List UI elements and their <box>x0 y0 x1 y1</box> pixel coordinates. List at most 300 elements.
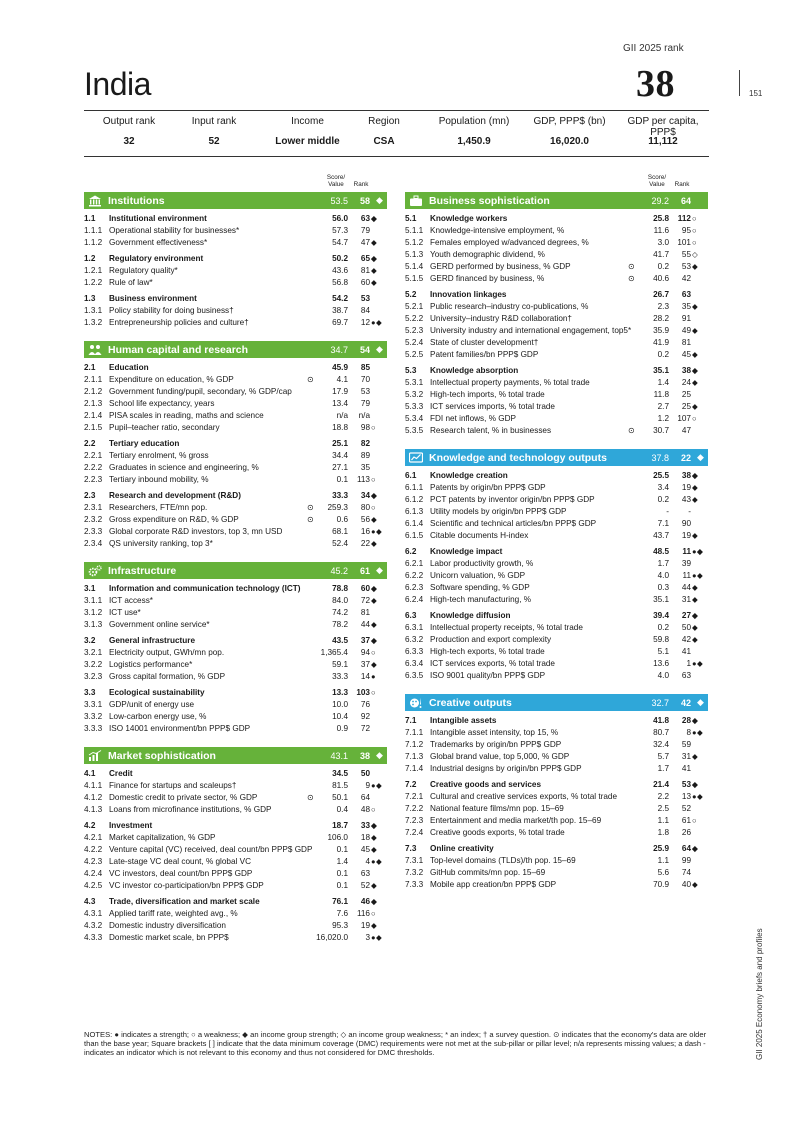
row-code: 4.1 <box>84 769 96 778</box>
pillar-rank: 42 <box>680 698 691 708</box>
row-score: 59.1 <box>332 660 348 669</box>
row-marker: ◆ <box>692 350 699 359</box>
pillar-rank: 38 <box>359 751 370 761</box>
row-score: 0.2 <box>657 262 669 271</box>
row-code: 6.2.1 <box>405 559 424 568</box>
row-rank: 38 <box>681 471 691 480</box>
row-score: 25.5 <box>653 471 669 480</box>
summary-value: 1,450.9 <box>457 136 491 147</box>
summary-item <box>424 116 524 147</box>
row-code: 3.2 <box>84 636 96 645</box>
subpillar-row <box>84 362 387 374</box>
row-score: 28.2 <box>653 314 669 323</box>
row-rank: 112 <box>677 214 691 223</box>
row-code: 6.1.1 <box>405 483 424 492</box>
subpillar-row <box>84 438 387 450</box>
pillar-rank: 61 <box>359 566 370 576</box>
row-rank: 64 <box>360 793 370 802</box>
row-marker: ◆ <box>692 378 699 387</box>
row-label: Top-level domains (TLDs)/th pop. 15–69 <box>430 856 576 865</box>
row-code: 6.3 <box>405 611 417 620</box>
row-code: 6.1.3 <box>405 507 424 516</box>
row-score: 70.9 <box>653 880 669 889</box>
row-rank: 34 <box>360 491 370 500</box>
summary-label: GDP, PPP$ (bn) <box>533 116 606 127</box>
row-label: Knowledge impact <box>430 547 503 556</box>
indicator-row <box>84 780 387 792</box>
row-label: Graduates in science and engineering, % <box>109 463 259 472</box>
indicator-row <box>84 619 387 631</box>
row-score: 0.6 <box>336 515 348 524</box>
row-rank: 42 <box>681 274 691 283</box>
pillar-header <box>405 192 708 209</box>
row-marker: ● <box>371 672 377 681</box>
row-score: n/a <box>336 411 348 420</box>
row-score: 95.3 <box>332 921 348 930</box>
row-score: 1.7 <box>657 559 669 568</box>
row-code: 4.2.1 <box>84 833 103 842</box>
subpillar-row <box>84 293 387 305</box>
creative-icon <box>409 696 423 708</box>
row-label: University–industry R&D collaboration† <box>430 314 572 323</box>
row-code: 4.3.2 <box>84 921 103 930</box>
row-code: 2.1.5 <box>84 423 103 432</box>
row-label: Global brand value, top 5,000, % GDP <box>430 752 570 761</box>
row-code: 5.1.4 <box>405 262 424 271</box>
summary-value: 16,020.0 <box>550 136 589 147</box>
row-rank: 59 <box>681 740 691 749</box>
pillar-header <box>84 192 387 209</box>
row-score: 2.7 <box>657 402 669 411</box>
pillar-score: 29.2 <box>651 196 669 206</box>
row-code: 3.1 <box>84 584 96 593</box>
market-chart-icon <box>88 749 102 761</box>
row-score: 1,365.4 <box>320 648 348 657</box>
indicator-row <box>405 558 708 570</box>
row-code: 5.3.3 <box>405 402 424 411</box>
row-rank: 44 <box>360 620 370 629</box>
row-code: 7.2.4 <box>405 828 424 837</box>
row-rank: 44 <box>681 583 691 592</box>
row-marker: ◆ <box>371 833 378 842</box>
row-marker: ◇ <box>692 250 699 259</box>
gii-rank-label: GII 2025 rank <box>623 43 684 54</box>
summary-value: 11,112 <box>648 136 678 147</box>
row-label: Researchers, FTE/mn pop. <box>109 503 208 512</box>
row-marker: ◆ <box>692 595 699 604</box>
row-rank: 53 <box>681 262 691 271</box>
row-marker: ●◆ <box>692 571 704 580</box>
row-rank: 31 <box>681 752 691 761</box>
row-rank: 95 <box>681 226 691 235</box>
row-score: 0.1 <box>336 869 348 878</box>
row-rank: 35 <box>360 463 370 472</box>
summary-item <box>522 116 617 147</box>
row-rank: 50 <box>681 623 691 632</box>
row-label: Knowledge diffusion <box>430 611 511 620</box>
row-score: 41.9 <box>653 338 669 347</box>
row-code: 6.3.3 <box>405 647 424 656</box>
row-rank: 94 <box>360 648 370 657</box>
indicator-row <box>84 671 387 683</box>
row-rank: 55 <box>681 250 691 259</box>
row-code: 3.3.3 <box>84 724 103 733</box>
pillar-title: Knowledge and technology outputs <box>429 452 607 464</box>
row-rank: 48 <box>360 805 370 814</box>
indicator-row <box>405 622 708 634</box>
row-rank: 19 <box>681 531 691 540</box>
row-code: 2.1.3 <box>84 399 103 408</box>
row-code: 5.3.5 <box>405 426 424 435</box>
summary-item <box>616 116 710 147</box>
pillar-score: 43.1 <box>330 751 348 761</box>
pillar-rank: 64 <box>680 196 691 206</box>
row-label: Entrepreneurship policies and culture† <box>109 318 249 327</box>
row-score: 106.0 <box>327 833 348 842</box>
indicator-row <box>405 337 708 349</box>
row-rank: 60 <box>360 278 370 287</box>
row-rank: 61 <box>681 816 691 825</box>
row-code: 5.1.3 <box>405 250 424 259</box>
row-code: 1.2.1 <box>84 266 103 275</box>
row-rank: 116 <box>356 909 370 918</box>
row-score: 43.5 <box>332 636 348 645</box>
row-code: 5.2.2 <box>405 314 424 323</box>
row-code: 5.3.2 <box>405 390 424 399</box>
row-score: 1.1 <box>657 816 669 825</box>
pillar-header <box>405 694 708 711</box>
row-rank: 89 <box>360 451 370 460</box>
row-label: National feature films/mn pop. 15–69 <box>430 804 564 813</box>
summary-item <box>349 116 419 147</box>
row-code: 4.3 <box>84 897 96 906</box>
row-score: 4.0 <box>657 671 669 680</box>
row-label: Institutional environment <box>109 214 207 223</box>
row-label: Software spending, % GDP <box>430 583 530 592</box>
row-code: 1.2.2 <box>84 278 103 287</box>
pillar-header <box>405 449 708 466</box>
row-marker: ○ <box>371 688 377 697</box>
indicator-row <box>405 815 708 827</box>
row-code: 3.2.2 <box>84 660 103 669</box>
row-rank: 52 <box>681 804 691 813</box>
row-label: Pupil–teacher ratio, secondary <box>109 423 220 432</box>
row-label: QS university ranking, top 3* <box>109 539 213 548</box>
row-score: 13.3 <box>332 688 348 697</box>
row-rank: 99 <box>681 856 691 865</box>
row-rank: 80 <box>360 503 370 512</box>
indicator-row <box>405 249 708 261</box>
indicator-row <box>84 711 387 723</box>
row-rank: 1 <box>686 659 691 668</box>
row-score: 81.5 <box>332 781 348 790</box>
row-label: Domestic market scale, bn PPP$ <box>109 933 229 942</box>
row-marker: ●◆ <box>371 933 383 942</box>
row-label: Scientific and technical articles/bn PPP$ GDP <box>430 519 597 528</box>
row-label: GERD financed by business, % <box>430 274 545 283</box>
pillar-marker: ◆ <box>376 344 383 354</box>
row-code: 7.1.1 <box>405 728 424 737</box>
country-title: India <box>84 66 151 102</box>
indicator-row <box>84 237 387 249</box>
row-rank: 76 <box>360 700 370 709</box>
row-label: Industrial designs by origin/bn PPP$ GDP <box>430 764 582 773</box>
briefcase-icon <box>409 194 423 206</box>
row-marker: ◆ <box>692 880 699 889</box>
row-label: Finance for startups and scaleups† <box>109 781 237 790</box>
row-code: 1.1 <box>84 214 96 223</box>
row-label: Domestic credit to private sector, % GDP <box>109 793 258 802</box>
row-marker: ◆ <box>371 238 378 247</box>
row-code: 6.3.5 <box>405 671 424 680</box>
row-marker: ◆ <box>692 844 699 853</box>
row-rank: 103 <box>356 688 370 697</box>
indicator-row <box>84 277 387 289</box>
row-code: 7.2.3 <box>405 816 424 825</box>
row-marker: ◆ <box>371 660 378 669</box>
summary-item <box>260 116 355 147</box>
row-code: 6.1.2 <box>405 495 424 504</box>
indicator-row <box>405 506 708 518</box>
row-label: ISO 14001 environment/bn PPP$ GDP <box>109 724 251 733</box>
row-marker: ○ <box>692 214 698 223</box>
row-label: Late-stage VC deal count, % global VC <box>109 857 252 866</box>
row-label: Global corporate R&D investors, top 3, mn USD <box>109 527 283 536</box>
row-marker: ◆ <box>371 897 378 906</box>
row-label: Tertiary inbound mobility, % <box>109 475 209 484</box>
row-score: 45.9 <box>332 363 348 372</box>
row-code: 3.3.1 <box>84 700 103 709</box>
row-label: University industry and international engagement, top5* <box>430 326 632 335</box>
row-label: GDP/unit of energy use <box>109 700 195 709</box>
row-rank: 31 <box>681 595 691 604</box>
pillar-rank: 58 <box>359 196 370 206</box>
row-marker: ●◆ <box>692 547 704 556</box>
row-code: 5.1.2 <box>405 238 424 247</box>
row-score: 50.2 <box>332 254 348 263</box>
row-score: 25.8 <box>653 214 669 223</box>
row-label: Cultural and creative services exports, % total trade <box>430 792 618 801</box>
row-label: Research and development (R&D) <box>109 491 241 500</box>
row-label: Knowledge-intensive employment, % <box>430 226 565 235</box>
indicator-row <box>84 868 387 880</box>
row-score: 41.8 <box>653 716 669 725</box>
row-marker: ◆ <box>692 623 699 632</box>
row-marker: ◆ <box>692 402 699 411</box>
row-rank: 49 <box>681 326 691 335</box>
indicator-row <box>405 582 708 594</box>
row-code: 2.2.2 <box>84 463 103 472</box>
row-marker: ◆ <box>692 262 699 271</box>
subpillar-row <box>84 213 387 225</box>
row-label: State of cluster development† <box>430 338 539 347</box>
row-label: Research talent, % in businesses <box>430 426 552 435</box>
row-code: 7.3.2 <box>405 868 424 877</box>
row-code: 6.1 <box>405 471 417 480</box>
indicator-row <box>405 325 708 337</box>
row-label: Knowledge workers <box>430 214 508 223</box>
row-code: 5.3.1 <box>405 378 424 387</box>
indicator-row <box>405 855 708 867</box>
row-rank: 46 <box>360 897 370 906</box>
row-score: 35.1 <box>653 595 669 604</box>
summary-value: Lower middle <box>275 136 340 147</box>
indicator-row <box>405 482 708 494</box>
row-label: PISA scales in reading, maths and science <box>109 411 264 420</box>
row-score: 34.5 <box>332 769 348 778</box>
row-marker: ◆ <box>371 620 378 629</box>
row-score: 21.4 <box>653 780 669 789</box>
row-score: 0.1 <box>336 845 348 854</box>
row-code: 2.3.2 <box>84 515 103 524</box>
row-label: Expenditure on education, % GDP <box>109 375 234 384</box>
page-number: 151 <box>749 89 763 98</box>
indicator-row <box>84 317 387 329</box>
row-score: 259.3 <box>327 503 348 512</box>
row-code: 4.3.3 <box>84 933 103 942</box>
row-code: 7.1.3 <box>405 752 424 761</box>
subpillar-row <box>405 715 708 727</box>
row-label: Government online service* <box>109 620 210 629</box>
right-column-header <box>405 170 708 192</box>
row-rank: 12 <box>360 318 370 327</box>
row-label: Domestic industry diversification <box>109 921 226 930</box>
pillar-gap <box>405 437 708 449</box>
subpillar-row <box>84 768 387 780</box>
row-label: Utility models by origin/bn PPP$ GDP <box>430 507 567 516</box>
indicator-row <box>84 832 387 844</box>
row-rank: 3 <box>365 933 370 942</box>
row-marker: ◆ <box>692 611 699 620</box>
row-score: 35.1 <box>653 366 669 375</box>
row-label: Ecological sustainability <box>109 688 205 697</box>
row-score: 1.4 <box>657 378 669 387</box>
row-code: 2.1.2 <box>84 387 103 396</box>
row-rank: - <box>688 507 691 516</box>
row-label: Loans from microfinance institutions, % GDP <box>109 805 272 814</box>
row-rank: 37 <box>360 636 370 645</box>
row-score: 13.6 <box>653 659 669 668</box>
row-label: Knowledge absorption <box>430 366 519 375</box>
row-code: 2.2 <box>84 439 96 448</box>
row-score: 1.7 <box>657 764 669 773</box>
row-score: 0.4 <box>336 805 348 814</box>
row-score: 7.6 <box>336 909 348 918</box>
row-code: 7.1.4 <box>405 764 424 773</box>
row-rank: 60 <box>360 584 370 593</box>
knowledge-icon <box>409 451 423 463</box>
row-rank: 40 <box>681 880 691 889</box>
row-rank: 28 <box>681 716 691 725</box>
row-code: 2.3.3 <box>84 527 103 536</box>
row-rank: 50 <box>360 769 370 778</box>
indicator-row <box>84 659 387 671</box>
subpillar-row <box>84 820 387 832</box>
row-score: 27.1 <box>332 463 348 472</box>
indicator-row <box>405 261 708 273</box>
row-label: Regulatory quality* <box>109 266 178 275</box>
row-label: GitHub commits/mn pop. 15–69 <box>430 868 546 877</box>
row-code: 5.1 <box>405 214 417 223</box>
row-marker: ○ <box>371 909 377 918</box>
old-data-icon: ⊙ <box>307 503 314 512</box>
row-code: 5.2.5 <box>405 350 424 359</box>
indicator-row <box>405 494 708 506</box>
row-code: 2.2.1 <box>84 451 103 460</box>
row-score: 32.4 <box>653 740 669 749</box>
row-score: 2.3 <box>657 302 669 311</box>
row-rank: 42 <box>681 635 691 644</box>
row-score: 38.7 <box>332 306 348 315</box>
pillar-marker: ◆ <box>376 565 383 575</box>
row-code: 7.1.2 <box>405 740 424 749</box>
row-label: Public research–industry co-publications, % <box>430 302 589 311</box>
people-icon <box>88 343 102 355</box>
pillar-title: Business sophistication <box>429 195 550 207</box>
row-score: 33.3 <box>332 672 348 681</box>
row-score: 10.0 <box>332 700 348 709</box>
row-rank: 25 <box>681 402 691 411</box>
row-score: 80.7 <box>653 728 669 737</box>
row-score: 48.5 <box>653 547 669 556</box>
summary-label: Region <box>368 116 400 127</box>
right-column-body <box>405 192 708 891</box>
old-data-icon: ⊙ <box>307 793 314 802</box>
row-code: 5.1.1 <box>405 226 424 235</box>
row-marker: ◆ <box>692 483 699 492</box>
indicator-row <box>405 646 708 658</box>
row-score: 74.2 <box>332 608 348 617</box>
indicator-row <box>405 763 708 775</box>
row-code: 5.1.5 <box>405 274 424 283</box>
row-score: 52.4 <box>332 539 348 548</box>
row-rank: 107 <box>677 414 691 423</box>
row-rank: 47 <box>360 238 370 247</box>
indicator-row <box>405 413 708 425</box>
row-rank: 101 <box>677 238 691 247</box>
row-rank: 9 <box>365 781 370 790</box>
row-score: 30.7 <box>653 426 669 435</box>
row-label: Applied tariff rate, weighted avg., % <box>109 909 238 918</box>
row-label: ICT services imports, % total trade <box>430 402 555 411</box>
row-label: Production and export complexity <box>430 635 552 644</box>
row-score: 13.4 <box>332 399 348 408</box>
row-label: Rule of law* <box>109 278 153 287</box>
row-rank: 82 <box>360 439 370 448</box>
indicator-row <box>84 595 387 607</box>
row-code: 4.3.1 <box>84 909 103 918</box>
pillar-title: Infrastructure <box>108 565 177 577</box>
row-rank: n/a <box>358 411 370 420</box>
row-code: 5.2.1 <box>405 302 424 311</box>
row-score: 3.0 <box>657 238 669 247</box>
row-code: 4.2.5 <box>84 881 103 890</box>
row-score: 41.7 <box>653 250 669 259</box>
row-score: 1.2 <box>657 414 669 423</box>
row-code: 7.1 <box>405 716 417 725</box>
row-rank: 47 <box>681 426 691 435</box>
row-marker: ◆ <box>371 254 378 263</box>
row-label: Market capitalization, % GDP <box>109 833 216 842</box>
indicator-row <box>405 827 708 839</box>
row-rank: 63 <box>681 290 691 299</box>
row-code: 7.3 <box>405 844 417 853</box>
row-label: High-tech manufacturing, % <box>430 595 532 604</box>
right-column <box>405 170 708 891</box>
row-score: 17.9 <box>332 387 348 396</box>
row-label: ISO 9001 quality/bn PPP$ GDP <box>430 671 546 680</box>
summary-value: 32 <box>123 136 135 147</box>
